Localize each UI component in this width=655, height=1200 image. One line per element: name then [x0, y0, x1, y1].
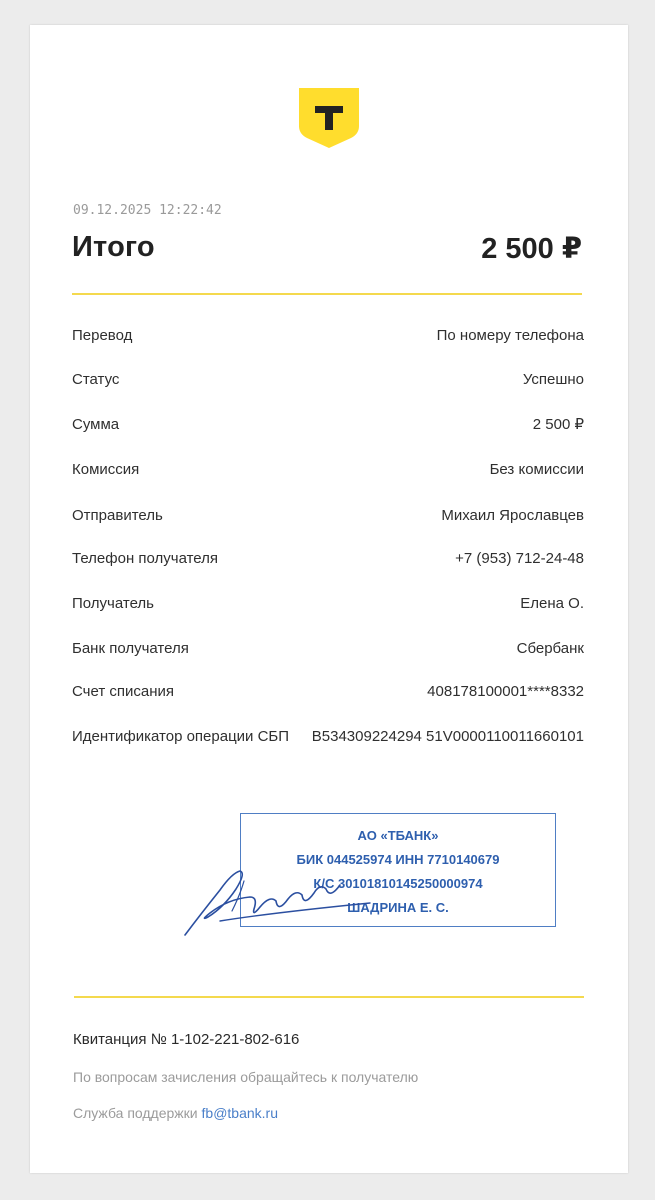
- detail-label: Банк получателя: [72, 640, 189, 657]
- receipt-number: [73, 1031, 299, 1048]
- detail-value: B534309224294 51V0000110011660101: [311, 728, 584, 745]
- detail-value: Сбербанк: [516, 640, 584, 657]
- detail-label: Статус: [72, 371, 120, 388]
- detail-label: Счет списания: [72, 683, 174, 700]
- detail-label: Идентификатор операции СБП: [72, 728, 290, 745]
- detail-row-debit-account: [72, 681, 584, 702]
- total-amount: 2 500 ₽: [481, 233, 582, 265]
- detail-label: Отправитель: [72, 507, 163, 524]
- detail-label: Перевод: [72, 327, 133, 344]
- support-line: [73, 1105, 278, 1121]
- detail-value: 2 500 ₽: [532, 416, 584, 433]
- detail-value: Успешно: [522, 371, 584, 388]
- stamp-line-name: АО «ТБАНК»: [357, 828, 439, 843]
- detail-row-commission: [72, 459, 584, 480]
- receipt-card: [30, 25, 628, 1173]
- stamp-line-bik-inn: БИК 044525974 ИНН 7710140679: [296, 852, 500, 867]
- detail-row-recipient-phone: [72, 548, 584, 569]
- stamp-line-account: К/С 30101810145250000974: [313, 876, 483, 891]
- detail-value: По номеру телефона: [436, 327, 584, 344]
- detail-row-sender: [72, 505, 584, 526]
- bottom-divider: [74, 996, 584, 998]
- support-label: Служба поддержки: [73, 1105, 198, 1121]
- detail-row-recipient-bank: [72, 638, 584, 659]
- detail-row-sbp-id: [72, 726, 584, 747]
- detail-value: Елена О.: [520, 595, 584, 612]
- detail-row-recipient: [72, 593, 584, 614]
- detail-value: Михаил Ярославцев: [441, 507, 584, 524]
- detail-value: +7 (953) 712-24-48: [455, 550, 584, 567]
- detail-value: 408178100001****8332: [427, 683, 584, 700]
- detail-row-transfer: [72, 325, 584, 346]
- detail-row-amount: [72, 414, 584, 435]
- detail-label: Телефон получателя: [72, 550, 219, 567]
- support-email-link[interactable]: fb@tbank.ru: [201, 1105, 278, 1121]
- signature-icon: [180, 855, 380, 945]
- stamp-line-signer: ШАДРИНА Е. С.: [347, 900, 449, 915]
- detail-label: Комиссия: [72, 461, 140, 478]
- recipient-note: По вопросам зачисления обращайтесь к получателю: [73, 1069, 419, 1085]
- detail-row-status: [72, 369, 584, 390]
- detail-value: Без комиссии: [489, 461, 584, 478]
- transaction-datetime: 09.12.2025 12:22:42: [73, 203, 222, 218]
- detail-label: Получатель: [72, 595, 154, 612]
- detail-label: Сумма: [72, 416, 120, 433]
- receipt-number-label: Квитанция: [73, 1031, 147, 1048]
- top-divider: [72, 293, 582, 295]
- tbank-logo-icon: [297, 86, 361, 150]
- total-label: Итого: [72, 231, 155, 263]
- receipt-number-value: № 1-102-221-802-616: [150, 1031, 300, 1048]
